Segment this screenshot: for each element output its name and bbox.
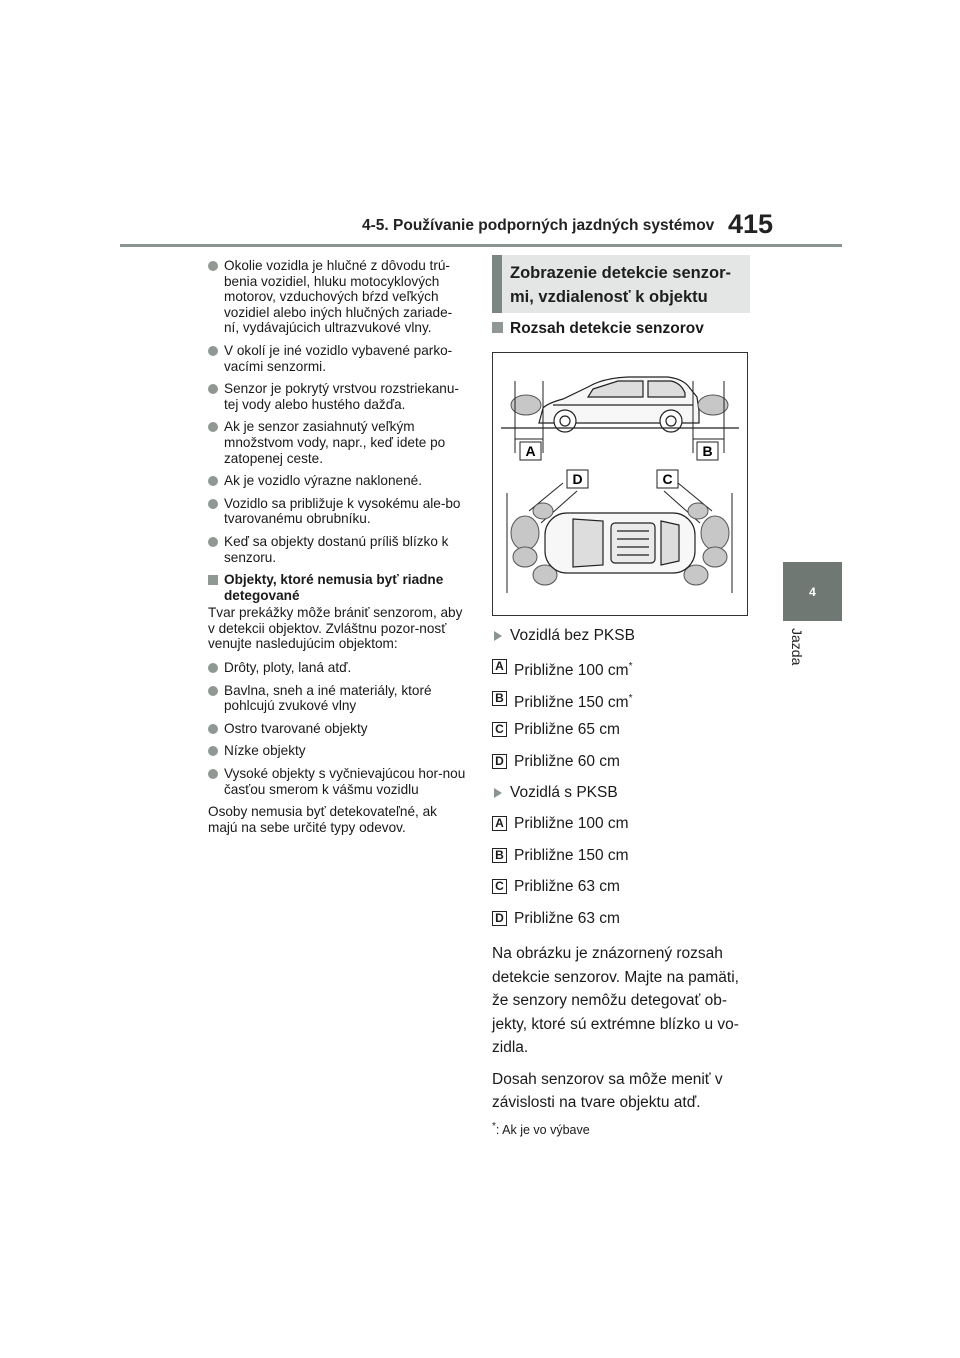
list-item-text: Nízke objekty <box>224 743 306 759</box>
label-c: C <box>662 471 673 487</box>
range-list <box>492 620 750 1137</box>
list-item-text: Drôty, ploty, laná atď. <box>224 660 352 676</box>
range-value: Približne 150 cm <box>514 693 629 711</box>
left-column <box>208 258 466 843</box>
list-item-text: Keď sa objekty dostanú príliš blízko k senzoru. <box>224 533 449 565</box>
square-bullet-icon <box>492 322 503 333</box>
sensor-range-figure <box>492 352 748 616</box>
section-heading-line-2: mi, vzdialenosť k objektu <box>510 288 708 306</box>
range-value: Približne 100 cm <box>514 815 629 832</box>
range-value: Približne 63 cm <box>514 878 620 895</box>
label-box: A <box>492 659 507 674</box>
body-paragraph: Na obrázku je znázornený rozsah detekcie senzorov. Majte na pamäti, že senzory nemôžu detegovať ob-jekty, ktoré sú extrémne blízko u vo-zidla. <box>492 945 739 1056</box>
bullet-icon <box>208 422 218 432</box>
subheading <box>492 320 704 338</box>
list-item <box>208 381 466 412</box>
header-divider <box>120 244 842 247</box>
range-value: Približne 60 cm <box>514 752 620 770</box>
bullet-icon <box>208 686 218 696</box>
group-heading-text: Vozidlá s PKSB <box>510 784 618 801</box>
list-item <box>208 660 466 676</box>
list-item <box>208 343 466 374</box>
label-box: D <box>492 911 507 926</box>
label-box: B <box>492 691 507 706</box>
label-box: A <box>492 816 507 831</box>
range-value: Približne 63 cm <box>514 909 620 927</box>
list-item <box>208 683 466 714</box>
list-item <box>208 721 466 737</box>
car-top-view-icon <box>545 513 695 573</box>
bullet-icon <box>208 499 218 509</box>
footnote-text: : Ak je vo výbave <box>495 1122 590 1137</box>
list-item <box>208 419 466 466</box>
arrow-icon <box>494 788 502 798</box>
square-bullet-icon <box>208 575 218 585</box>
list-item <box>492 683 750 715</box>
bullet-icon <box>208 261 218 271</box>
sensor-range-diagram <box>493 353 747 615</box>
section-heading-line-1: Zobrazenie detekcie senzor- <box>510 264 731 282</box>
page-header <box>0 0 960 250</box>
bullet-icon <box>208 476 218 486</box>
list-item <box>208 258 466 336</box>
range-value: Približne 65 cm <box>514 721 620 738</box>
footnote-mark: * <box>628 692 633 704</box>
subheading-text: Objekty, ktoré nemusia byť riadne detegované <box>224 572 444 603</box>
list-item-text: Okolie vozidla je hlučné z dôvodu trú-benia vozidiel, hluku motocyklových motorov, vzduchových bŕzd veľkých vozidiel alebo iných hlučných zariade-ní, vydávajúcich ultrazvukové vlny. <box>224 258 453 336</box>
bullet-icon <box>208 724 218 734</box>
list-item <box>492 651 750 683</box>
bullet-icon <box>208 346 218 356</box>
list-item-text: Vysoké objekty s vyčnievajúcou hor-nou časťou smerom k vášmu vozidlu <box>224 766 466 797</box>
label-box: B <box>492 848 507 863</box>
list-item-text: Bavlna, sneh a iné materiály, ktoré pohlcujú zvukové vlny <box>224 682 432 714</box>
footnote-mark: * <box>628 661 633 672</box>
section-heading-box <box>492 255 750 313</box>
group-heading <box>492 620 750 651</box>
closing-paragraph: Osoby nemusia byť detekovateľné, ak majú na sebe určité typy odevov. <box>208 804 437 835</box>
list-item <box>208 743 466 759</box>
subheading-text: Rozsah detekcie senzorov <box>510 320 704 337</box>
bullet-icon <box>208 663 218 673</box>
footnote-mark: * <box>492 1120 496 1132</box>
list-item <box>208 496 466 527</box>
bullet-icon <box>208 384 218 394</box>
bullet-icon <box>208 537 218 547</box>
list-item <box>492 714 750 746</box>
car-side-view-icon <box>539 377 699 432</box>
chapter-number: 4 <box>809 585 816 599</box>
label-a: A <box>525 443 536 459</box>
range-value: Približne 150 cm <box>514 846 629 864</box>
section-title: 4-5. Používanie podporných jazdných systémov <box>362 217 715 234</box>
range-value: Približne 100 cm <box>514 662 629 680</box>
footnote <box>492 1121 750 1137</box>
bullet-icon <box>208 769 218 779</box>
list-item-text: Vozidlo sa približuje k vysokému ale-bo tvarovanému obrubníku. <box>224 495 461 527</box>
page-number: 415 <box>728 209 774 239</box>
chapter-label: Jazda <box>789 628 805 666</box>
list-item <box>208 473 466 489</box>
list-item <box>492 746 750 778</box>
body-paragraph: Dosah senzorov sa môže meniť v závislosti na tvare objektu atď. <box>492 1070 723 1111</box>
label-box: C <box>492 879 507 894</box>
chapter-tab <box>783 562 842 621</box>
list-item-text: Ostro tvarované objekty <box>224 720 368 736</box>
list-item-text: Senzor je pokrytý vrstvou rozstriekanu-tej vody alebo hustého dažďa. <box>224 381 459 412</box>
list-item-text: Ak je vozidlo výrazne naklonené. <box>224 473 422 489</box>
arrow-icon <box>494 631 502 641</box>
list-item <box>492 903 750 935</box>
list-item <box>208 534 466 565</box>
list-item <box>492 840 750 872</box>
subheading <box>208 572 466 603</box>
list-item <box>492 871 750 903</box>
list-item <box>208 766 466 797</box>
group-heading <box>492 777 750 808</box>
right-column <box>492 255 750 1137</box>
group-heading-text: Vozidlá bez PKSB <box>510 627 635 644</box>
list-item <box>492 808 750 840</box>
label-box: C <box>492 722 507 737</box>
label-b: B <box>702 443 713 459</box>
list-item-text: Ak je senzor zasiahnutý veľkým množstvom vody, napr., keď idete po zatopenej ceste. <box>224 419 446 466</box>
intro-paragraph: Tvar prekážky môže brániť senzorom, aby v detekcii objektov. Zvláštnu pozor-nosť venujte nasledujúcim objektom: <box>208 605 463 652</box>
list-item-text: V okolí je iné vozidlo vybavené parko-vacími senzormi. <box>224 342 453 374</box>
label-d: D <box>572 471 583 487</box>
label-box: D <box>492 754 507 769</box>
bullet-icon <box>208 746 218 756</box>
